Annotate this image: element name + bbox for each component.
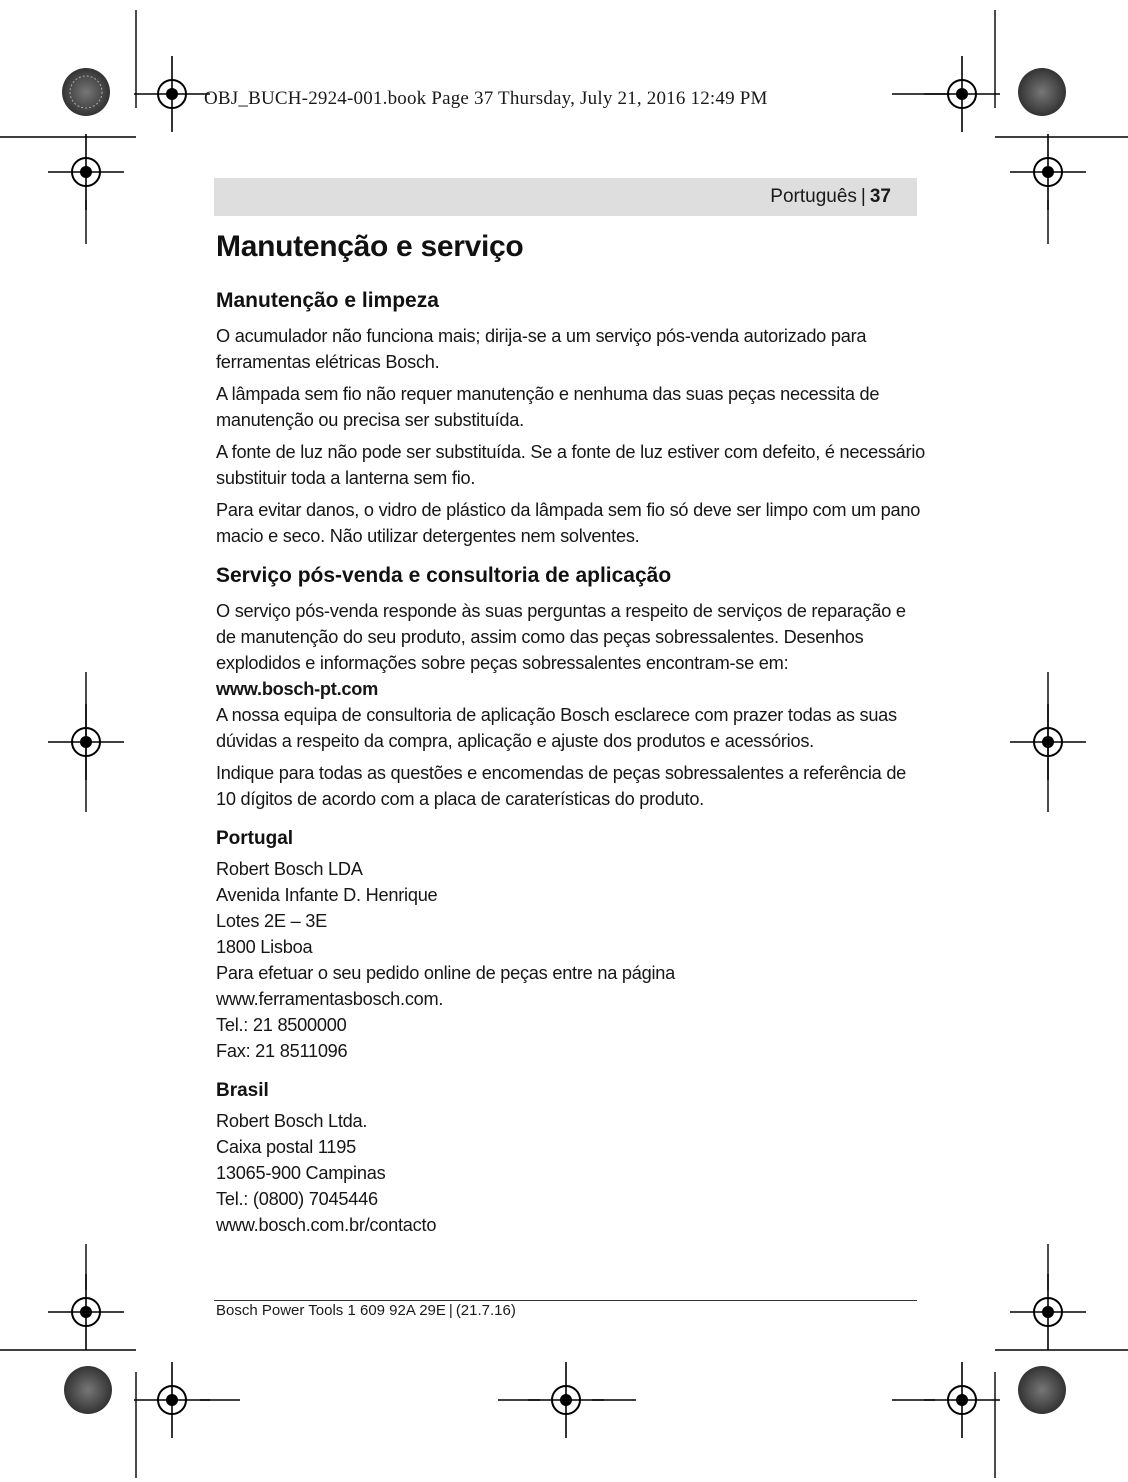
paragraph: Indique para todas as questões e encomendas de peças sobressalentes a referência de 10 dígitos de acordo com a placa de caraterísticas do produto. bbox=[216, 763, 907, 809]
address-line: Lotes 2E – 3E bbox=[216, 911, 328, 931]
right-top-register-mark bbox=[1010, 134, 1086, 210]
top-left-register-mark bbox=[134, 56, 210, 132]
address-line-website[interactable]: www.bosch.com.br/contacto bbox=[216, 1215, 437, 1235]
country-heading-brasil: Brasil bbox=[216, 1080, 269, 1101]
address-line: 1800 Lisboa bbox=[216, 937, 313, 957]
left-bottom-register-mark bbox=[48, 1274, 124, 1350]
page-footer bbox=[216, 1302, 516, 1319]
header-separator: | bbox=[860, 186, 866, 207]
page-header-bar bbox=[214, 178, 917, 216]
address-line: Para efetuar o seu pedido online de peças entre na página bbox=[216, 963, 675, 983]
left-top-register-mark bbox=[48, 134, 124, 210]
paragraph: A nossa equipa de consultoria de aplicação Bosch esclarece com prazer todas as suas dúvidas a respeito da compra, aplicação e ajuste dos produtos e acessórios. bbox=[216, 705, 897, 751]
address-line-phone: Tel.: 21 8500000 bbox=[216, 1015, 347, 1035]
paragraph: Para evitar danos, o vidro de plástico da lâmpada sem fio só deve ser limpo com um pano macio e seco. Não utilizar detergentes nem solventes. bbox=[216, 500, 921, 546]
bottom-left-register-mark bbox=[134, 1362, 210, 1438]
section-heading-service: Serviço pós-venda e consultoria de aplicação bbox=[216, 564, 672, 587]
address-line-fax: Fax: 21 8511096 bbox=[216, 1041, 348, 1061]
paragraph: O acumulador não funciona mais; dirija-se a um serviço pós-venda autorizado para ferramentas elétricas Bosch. bbox=[216, 326, 867, 372]
right-bottom-register-mark bbox=[1010, 1274, 1086, 1350]
paragraph: O serviço pós-venda responde às suas perguntas a respeito de serviços de reparação e de manutenção do seu produto, assim como das peças sobressalentes. Desenhos explodidos e informações sobre peças sobressalentes encontram-se em: bbox=[216, 601, 906, 673]
address-line: Caixa postal 1195 bbox=[216, 1137, 356, 1157]
footer-rule bbox=[214, 1300, 917, 1301]
top-right-register-mark bbox=[924, 56, 1000, 132]
address-brasil bbox=[216, 1108, 928, 1238]
address-line-website[interactable]: www.ferramentasbosch.com. bbox=[216, 989, 444, 1009]
page-header bbox=[770, 186, 891, 208]
header-language: Português bbox=[770, 186, 857, 207]
book-file-info: OBJ_BUCH-2924-001.book Page 37 Thursday, July 21, 2016 12:49 PM bbox=[204, 88, 768, 109]
address-portugal bbox=[216, 856, 928, 1064]
address-line-phone: Tel.: (0800) 7045446 bbox=[216, 1189, 378, 1209]
country-heading-portugal: Portugal bbox=[216, 828, 294, 849]
address-line: Robert Bosch LDA bbox=[216, 859, 363, 879]
footer-doc-number: 1 609 92A 29E bbox=[347, 1302, 446, 1319]
top-right-color-wheel bbox=[1018, 68, 1066, 116]
footer-brand: Bosch Power Tools bbox=[216, 1302, 344, 1319]
address-line: Avenida Infante D. Henrique bbox=[216, 885, 438, 905]
bottom-right-register-mark bbox=[924, 1362, 1000, 1438]
bosch-pt-link[interactable]: www.bosch-pt.com bbox=[216, 679, 379, 699]
top-left-color-wheel bbox=[62, 68, 110, 116]
footer-date: (21.7.16) bbox=[455, 1302, 516, 1319]
bottom-left-color-wheel bbox=[64, 1366, 112, 1414]
page-content bbox=[216, 228, 928, 1238]
page-title: Manutenção e serviço bbox=[216, 230, 524, 263]
paragraph: A lâmpada sem fio não requer manutenção e nenhuma das suas peças necessita de manutenção ou precisa ser substituída. bbox=[216, 384, 880, 430]
footer-separator: | bbox=[448, 1302, 453, 1319]
address-line: 13065-900 Campinas bbox=[216, 1163, 386, 1183]
section-heading-maintenance: Manutenção e limpeza bbox=[216, 289, 439, 312]
address-line: Robert Bosch Ltda. bbox=[216, 1111, 368, 1131]
paragraph: A fonte de luz não pode ser substituída. Se a fonte de luz estiver com defeito, é necessário substituir toda a lanterna sem fio. bbox=[216, 442, 925, 488]
page-number: 37 bbox=[869, 186, 891, 207]
bottom-right-color-wheel bbox=[1018, 1366, 1066, 1414]
